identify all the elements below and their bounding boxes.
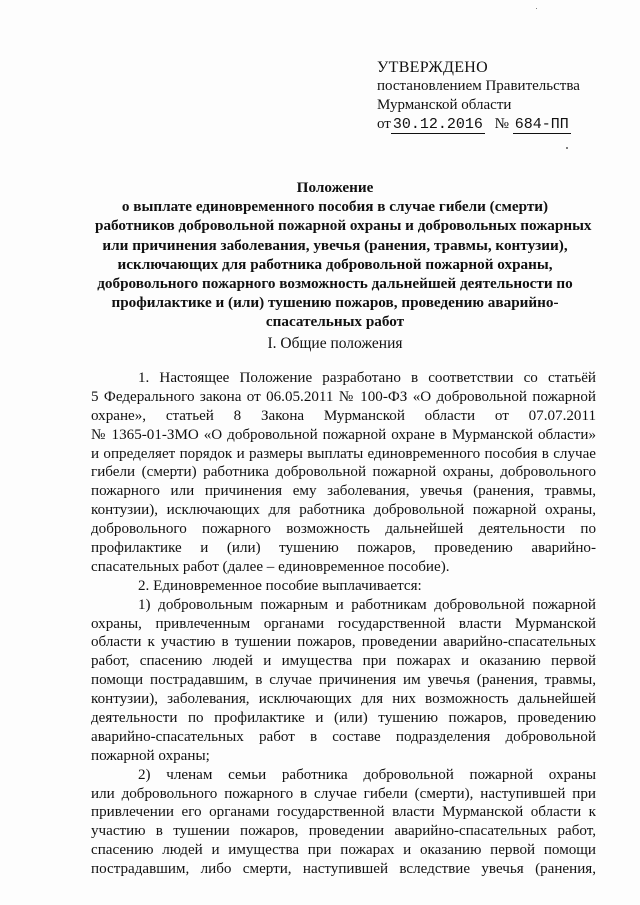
body-line: помощи пострадавшим, в случае причинения им увечья (ранения, травмы,: [91, 672, 596, 689]
title-line: о выплате единовременного пособия в случае гибели (смерти): [121, 198, 549, 216]
body-line: области к участию в тушении пожаров, проведении аварийно-спасательных: [91, 634, 596, 651]
title-line: или причинения заболевания, увечья (ранения, травмы, контузии),: [102, 236, 568, 254]
body-line: добровольного пожарного возможность дальнейшей деятельности по: [91, 521, 596, 538]
section-heading: I. Общие положения: [267, 335, 403, 352]
body-line: пожарного или причинения ему заболевания, увечья (ранения, травмы,: [91, 483, 596, 500]
scan-speck: [566, 147, 568, 149]
approval-heading: УТВЕРЖДЕНО: [377, 59, 489, 76]
document-title: [95, 178, 592, 332]
approval-line-1: постановлением Правительства: [377, 78, 580, 94]
title-line: спасательных работ: [265, 313, 405, 331]
body-line: контузии), исключающих для работника добровольной пожарной охраны,: [91, 502, 596, 519]
title-line: Положение: [296, 179, 374, 196]
date-prefix: от: [377, 116, 391, 132]
body-line: аварийно-спасательных работ в составе подразделения добровольной: [91, 728, 596, 745]
body-line: охране», статьей 8 Закона Мурманской области от 07.07.2011: [91, 407, 596, 424]
body-line: привлечении его органами государственной власти Мурманской области к: [91, 804, 596, 821]
scan-speck: [536, 8, 537, 9]
body-line: гибели (смерти) работника добровольной пожарной охраны, добровольного: [91, 464, 596, 481]
body-line: 1) добровольным пожарным и работникам добровольной пожарной: [138, 596, 596, 613]
body-line: работ, спасению людей и имущества при пожарах и оказанию первой: [91, 653, 596, 670]
body-line: контузии), заболевания, исключающих для них возможность дальнейшей: [91, 691, 596, 708]
body-line: пострадавшим, либо смерти, наступившей вследствие увечья (ранения,: [91, 861, 596, 878]
document-body: [91, 369, 596, 879]
title-line: профилактике и (или) тушению пожаров, проведению аварийно-: [111, 294, 559, 312]
approval-stamp: [377, 58, 617, 134]
approval-date-line: [377, 115, 617, 134]
body-line: спасательных работ (далее – единовременное пособие).: [91, 558, 450, 575]
body-line: деятельности по профилактике и (или) тушению пожаров, проведению: [91, 710, 596, 727]
body-line: № 1365-01-ЗМО «О добровольной пожарной охране в Мурманской области»: [91, 426, 596, 443]
body-line: охраны, привлеченным органами государственной власти Мурманской: [91, 615, 596, 632]
approval-line-2: Мурманской области: [377, 97, 512, 113]
title-line: исключающих для работника добровольной пожарной охраны,: [117, 255, 553, 273]
body-line: 5 Федерального закона от 06.05.2011 № 100-ФЗ «О добровольной пожарной: [91, 388, 596, 405]
title-line: работников добровольной пожарной охраны и добровольных пожарных: [95, 217, 592, 235]
body-line: 2. Единовременное пособие выплачивается:: [138, 577, 422, 594]
body-line: спасению людей и имущества при пожарах и оказанию первой помощи: [91, 842, 596, 859]
approval-date: 30.12.2016: [392, 116, 483, 133]
body-line: профилактике и (или) тушению пожаров, проведению аварийно-: [91, 540, 596, 557]
number-prefix: №: [494, 116, 509, 132]
body-line: пожарной охраны;: [91, 747, 210, 764]
body-line: 2) членам семьи работника добровольной пожарной охраны: [138, 766, 596, 783]
body-line: или добровольного пожарного в случае гибели (смерти), наступившей при: [91, 785, 596, 802]
title-line: добровольного пожарного возможность дальнейшей деятельности по: [97, 275, 573, 293]
body-line: участию в тушении пожаров, проведении аварийно-спасательных работ,: [91, 823, 596, 840]
approval-number: 684-ПП: [514, 116, 569, 133]
body-line: 1. Настоящее Положение разработано в соответствии со статьёй: [138, 370, 596, 386]
body-line: и определяет порядок и размеры выплаты единовременного пособия в случае: [91, 445, 596, 462]
